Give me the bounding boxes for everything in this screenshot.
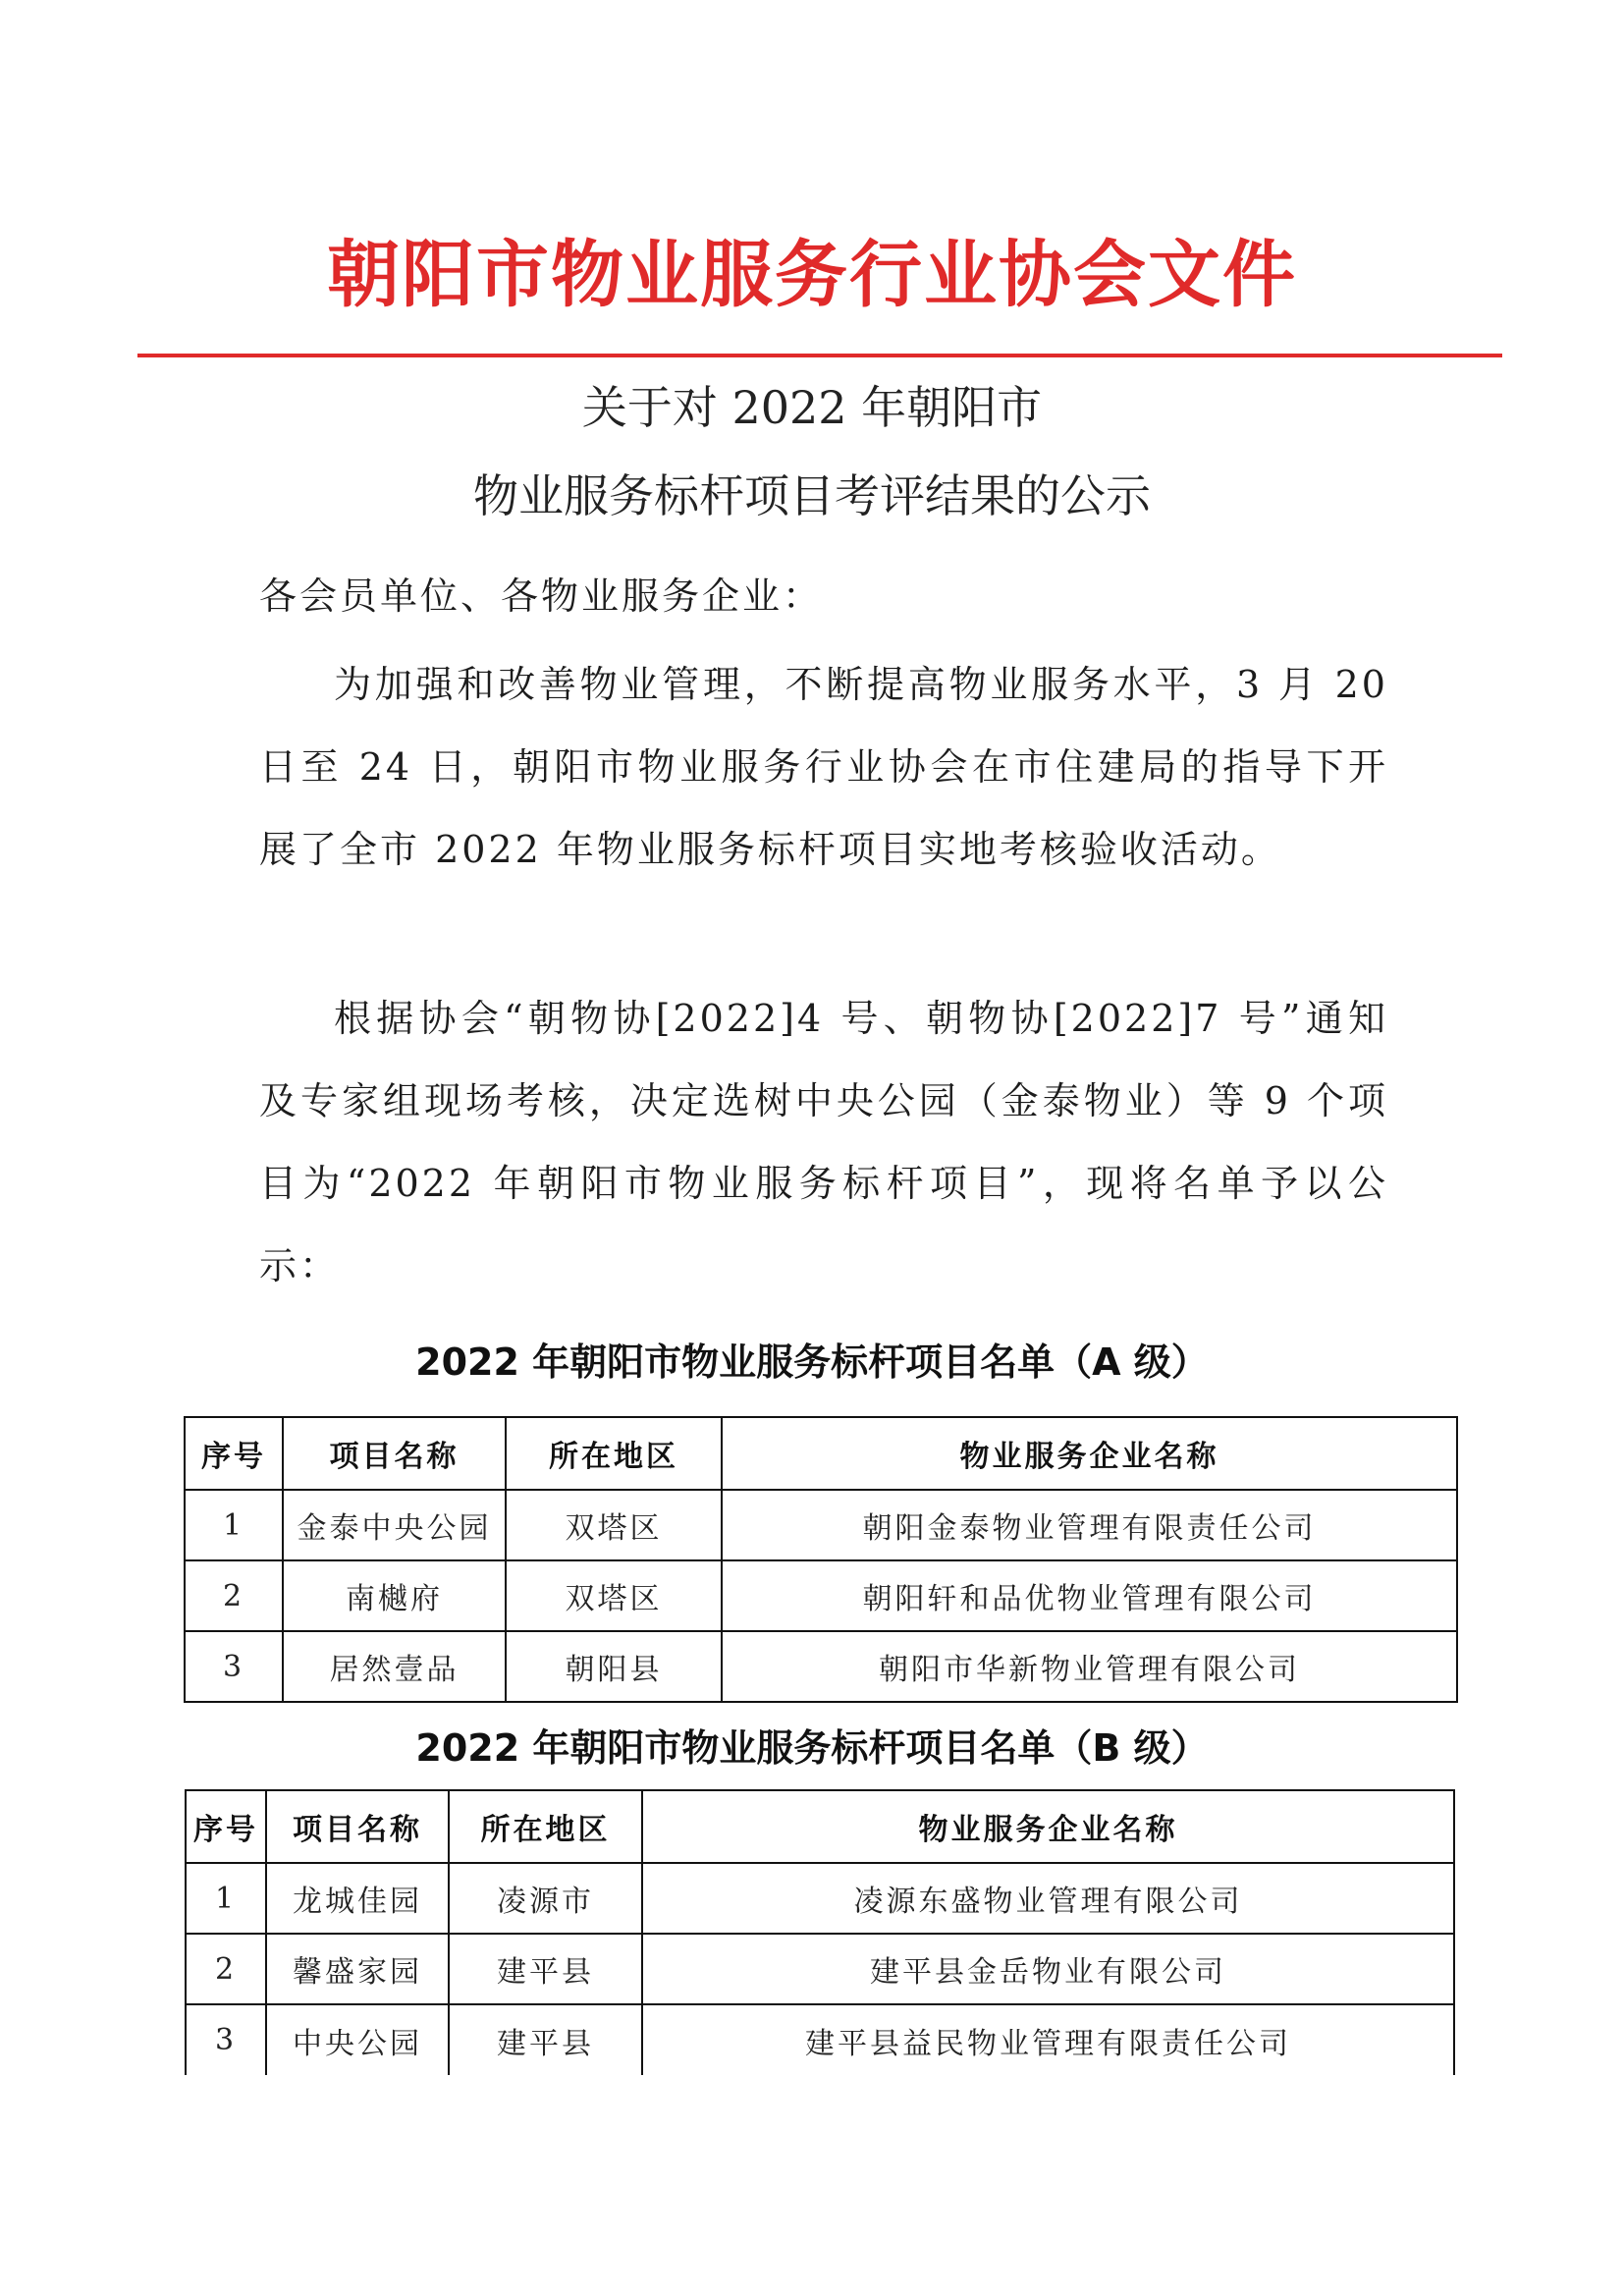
table-b bbox=[185, 1789, 1455, 2075]
table-a-caption: 2022 年朝阳市物业服务标杆项目名单（A 级） bbox=[415, 1340, 1209, 1384]
table-row bbox=[186, 2004, 1454, 2075]
table-row bbox=[186, 1934, 1454, 2004]
column-header: 序号 bbox=[185, 1417, 283, 1490]
org-header-title: 朝阳市物业服务行业协会文件 bbox=[327, 233, 1297, 317]
body-paragraph-2: 根据协会“朝物协[2022]4 号、朝物协[2022]7 号”通知及专家组现场考核，决定选树中央公园（金泰物业）等 9 个项目为“2022 年朝阳市物业服务标杆项目”，现将名单予以公示： bbox=[259, 997, 1388, 1287]
table-a bbox=[184, 1416, 1458, 1703]
column-header: 项目名称 bbox=[283, 1417, 506, 1490]
column-header: 物业服务企业名称 bbox=[642, 1790, 1454, 1863]
cell-district: 建平县 bbox=[449, 2004, 642, 2075]
document-title-line2: 物业服务标杆项目考评结果的公示 bbox=[473, 469, 1151, 522]
cell-index: 3 bbox=[185, 1631, 283, 1702]
table-row bbox=[185, 1560, 1457, 1631]
cell-district: 建平县 bbox=[449, 1934, 642, 2004]
cell-company: 凌源东盛物业管理有限公司 bbox=[642, 1863, 1454, 1934]
cell-project: 馨盛家园 bbox=[266, 1934, 449, 2004]
body-paragraph-1: 为加强和改善物业管理，不断提高物业服务水平，3 月 20 日至 24 日，朝阳市物业服务行业协会在市住建局的指导下开展了全市 2022 年物业服务标杆项目实地考核验收活动。 bbox=[259, 663, 1388, 871]
cell-company: 朝阳轩和品优物业管理有限公司 bbox=[722, 1560, 1457, 1631]
cell-district: 凌源市 bbox=[449, 1863, 642, 1934]
table-header-row bbox=[186, 1790, 1454, 1863]
cell-index: 3 bbox=[186, 2004, 266, 2075]
table-row bbox=[185, 1631, 1457, 1702]
cell-company: 朝阳金泰物业管理有限责任公司 bbox=[722, 1490, 1457, 1560]
column-header: 所在地区 bbox=[449, 1790, 642, 1863]
cell-district: 双塔区 bbox=[506, 1490, 722, 1560]
table-header-row bbox=[185, 1417, 1457, 1490]
column-header: 序号 bbox=[186, 1790, 266, 1863]
cell-project: 南樾府 bbox=[283, 1560, 506, 1631]
cell-project: 龙城佳园 bbox=[266, 1863, 449, 1934]
document-title-line1: 关于对 2022 年朝阳市 bbox=[581, 381, 1043, 434]
cell-project: 中央公园 bbox=[266, 2004, 449, 2075]
cell-company: 建平县金岳物业有限公司 bbox=[642, 1934, 1454, 2004]
table-row bbox=[185, 1490, 1457, 1560]
cell-index: 2 bbox=[186, 1934, 266, 2004]
cell-district: 朝阳县 bbox=[506, 1631, 722, 1702]
cell-district: 双塔区 bbox=[506, 1560, 722, 1631]
table-b-caption: 2022 年朝阳市物业服务标杆项目名单（B 级） bbox=[415, 1726, 1209, 1770]
salutation: 各会员单位、各物业服务企业： bbox=[259, 574, 824, 618]
cell-company: 建平县益民物业管理有限责任公司 bbox=[642, 2004, 1454, 2075]
cell-project: 金泰中央公园 bbox=[283, 1490, 506, 1560]
red-header-rule bbox=[137, 354, 1502, 357]
column-header: 物业服务企业名称 bbox=[722, 1417, 1457, 1490]
column-header: 项目名称 bbox=[266, 1790, 449, 1863]
cell-company: 朝阳市华新物业管理有限公司 bbox=[722, 1631, 1457, 1702]
cell-index: 1 bbox=[186, 1863, 266, 1934]
cell-project: 居然壹品 bbox=[283, 1631, 506, 1702]
cell-index: 1 bbox=[185, 1490, 283, 1560]
cell-index: 2 bbox=[185, 1560, 283, 1631]
table-row bbox=[186, 1863, 1454, 1934]
column-header: 所在地区 bbox=[506, 1417, 722, 1490]
